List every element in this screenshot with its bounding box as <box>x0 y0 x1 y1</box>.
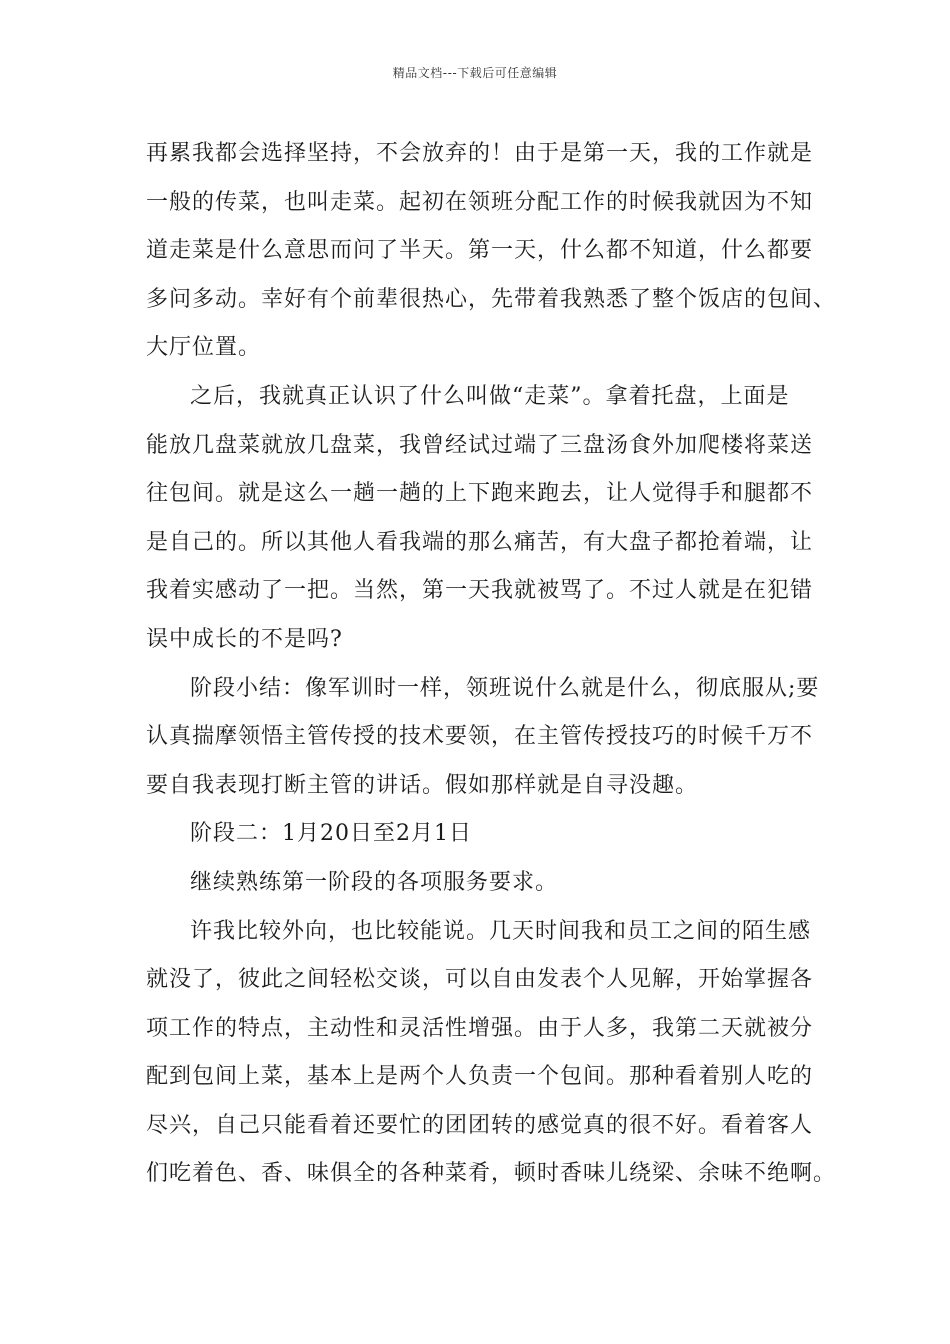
body-text <box>146 130 846 1199</box>
text-line: 配到包间上菜，基本上是两个人负责一个包间。那种看着别人吃的 <box>146 1064 814 1090</box>
text-line: 认真揣摩领悟主管传授的技术要领，在主管传授技巧的时候千万不 <box>146 724 814 750</box>
text-line: 道走菜是什么意思而问了半天。第一天，什么都不知道，什么都要 <box>146 238 814 264</box>
text-line: 多问多动。幸好有个前辈很热心，先带着我熟悉了整个饭店的包间、 <box>146 286 837 312</box>
text-line: 之后，我就真正认识了什么叫做“走菜”。拿着托盘，上面是 <box>190 383 790 409</box>
page-header: 精品文档---下载后可任意编辑 <box>392 66 558 80</box>
text-line: 就没了，彼此之间轻松交谈，可以自由发表个人见解，开始掌握各 <box>146 967 814 993</box>
text-line: 项工作的特点，主动性和灵活性增强。由于人多，我第二天就被分 <box>146 1015 814 1041</box>
text-line: 们吃着色、香、味俱全的各种菜肴，顿时香味儿绕梁、余味不绝啊。 <box>146 1161 837 1187</box>
text-line: 尽兴，自己只能看着还要忙的团团转的感觉真的很不好。看着客人 <box>146 1112 814 1138</box>
text-line: 是自己的。所以其他人看我端的那么痛苦，有大盘子都抢着端，让 <box>146 529 814 555</box>
text-line: 我着实感动了一把。当然，第一天我就被骂了。不过人就是在犯错 <box>146 578 814 604</box>
text-line: 继续熟练第一阶段的各项服务要求。 <box>190 869 559 895</box>
text-line: 许我比较外向，也比较能说。几天时间我和员工之间的陌生感 <box>190 918 812 944</box>
text-line: 一般的传菜，也叫走菜。起初在领班分配工作的时候我就因为不知 <box>146 189 814 215</box>
text-line: 要自我表现打断主管的讲话。假如那样就是自寻没趣。 <box>146 772 699 798</box>
text-line: 阶段小结：像军训时一样，领班说什么就是什么，彻底服从;要 <box>190 675 820 701</box>
text-line: 阶段二：1月20日至2月1日 <box>190 821 472 847</box>
text-line: 往包间。就是这么一趟一趟的上下跑来跑去，让人觉得手和腿都不 <box>146 481 814 507</box>
text-line: 误中成长的不是吗? <box>146 626 343 652</box>
text-line: 再累我都会选择坚持，不会放弃的！由于是第一天，我的工作就是 <box>146 141 814 166</box>
text-line: 大厅位置。 <box>146 335 262 361</box>
text-line: 能放几盘菜就放几盘菜，我曾经试过端了三盘汤食外加爬楼将菜送 <box>146 432 814 458</box>
